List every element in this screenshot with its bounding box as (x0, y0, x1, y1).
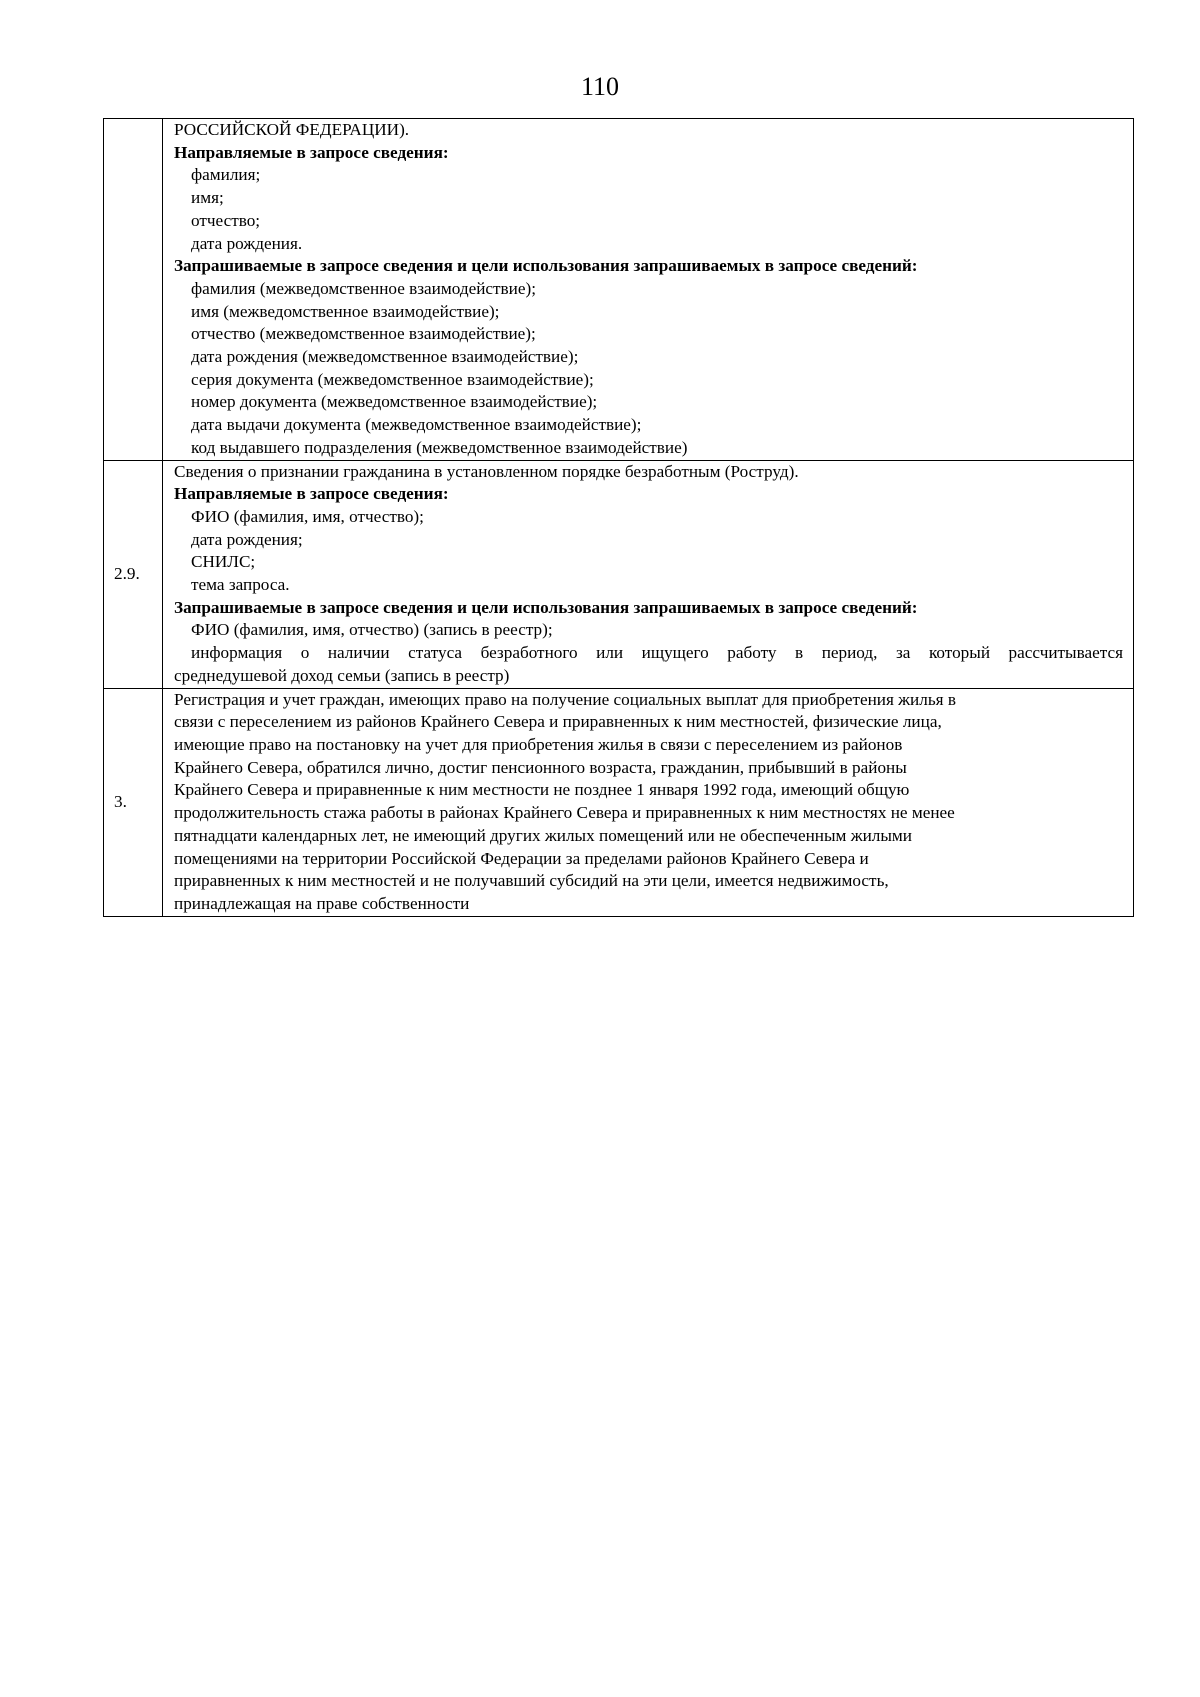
content-line: РОССИЙСКОЙ ФЕДЕРАЦИИ). (174, 120, 410, 139)
content-line: имя (межведомственное взаимодействие); (191, 301, 500, 321)
content-line: информация о наличии статуса безработного или ищущего работу в период, за который рассчитывается (191, 643, 1123, 663)
content-line: приравненных к ним местностей и не получавший субсидий на эти цели, имеется недвижимость, (174, 871, 889, 891)
content-line: дата рождения. (191, 233, 303, 253)
content-line: фамилия; (191, 165, 261, 185)
content-line: связи с переселением из районов Крайнего Севера и приравненных к ним местностей, физические лица, (174, 712, 942, 732)
content-line: среднедушевой доход семьи (запись в реестр) (174, 665, 510, 685)
row-content-cell (163, 119, 1134, 461)
content-line: СНИЛС; (191, 552, 256, 572)
content-line: отчество; (191, 210, 261, 230)
content-line: имя; (191, 188, 224, 208)
content-line: Крайнего Севера и приравненные к ним местности не позднее 1 января 1992 года, имеющий общую (174, 780, 910, 800)
content-line: отчество (межведомственное взаимодействие); (191, 324, 536, 344)
row-content-cell (163, 688, 1134, 916)
document-table (103, 118, 1134, 917)
content-line: ФИО (фамилия, имя, отчество); (191, 506, 424, 526)
content-line: номер документа (межведомственное взаимодействие); (191, 392, 598, 412)
content-line: фамилия (межведомственное взаимодействие); (191, 278, 536, 298)
content-line: помещениями на территории Российской Федерации за пределами районов Крайнего Севера и (174, 848, 869, 868)
section-heading-line: Запрашиваемые в запросе сведения и цели использования запрашиваемых в запросе сведений: (174, 256, 918, 276)
content-line: ФИО (фамилия, имя, отчество) (запись в реестр); (191, 620, 553, 640)
table-row (104, 119, 1134, 461)
row-number-cell: 3. (104, 688, 163, 916)
content-line: серия документа (межведомственное взаимодействие); (191, 369, 594, 389)
content-line: дата рождения; (191, 529, 303, 549)
document-table-body (104, 119, 1134, 917)
content-line: тема запроса. (191, 575, 290, 595)
content-line: Сведения о признании гражданина в установленном порядке безработным (Роструд). (174, 461, 799, 481)
row-number-cell: 2.9. (104, 460, 163, 688)
content-line: дата рождения (межведомственное взаимодействие); (191, 347, 579, 367)
table-row (104, 460, 1134, 688)
content-line: Крайнего Севера, обратился лично, достиг пенсионного возраста, гражданин, прибывший в районы (174, 757, 907, 777)
content-line: принадлежащая на праве собственности (174, 893, 470, 913)
section-heading-line: Направляемые в запросе сведения: (174, 484, 449, 504)
content-line: имеющие право на постановку на учет для приобретения жилья в связи с переселением из районов (174, 734, 903, 754)
content-line: Регистрация и учет граждан, имеющих право на получение социальных выплат для приобретения жилья в (174, 689, 956, 709)
section-heading-line: Направляемые в запросе сведения: (174, 142, 449, 162)
table-row (104, 688, 1134, 916)
content-line: дата выдачи документа (межведомственное взаимодействие); (191, 415, 642, 435)
section-heading-line: Запрашиваемые в запросе сведения и цели использования запрашиваемых в запросе сведений: (174, 597, 918, 617)
page-number: 110 (580, 72, 620, 101)
content-line: продолжительность стажа работы в районах Крайнего Севера и приравненных к ним местностях не менее (174, 803, 955, 823)
row-content-cell (163, 460, 1134, 688)
content-line: код выдавшего подразделения (межведомственное взаимодействие) (191, 437, 688, 457)
row-number-cell (104, 119, 163, 461)
content-line: пятнадцати календарных лет, не имеющий других жилых помещений или не обеспеченным жилыми (174, 825, 912, 845)
